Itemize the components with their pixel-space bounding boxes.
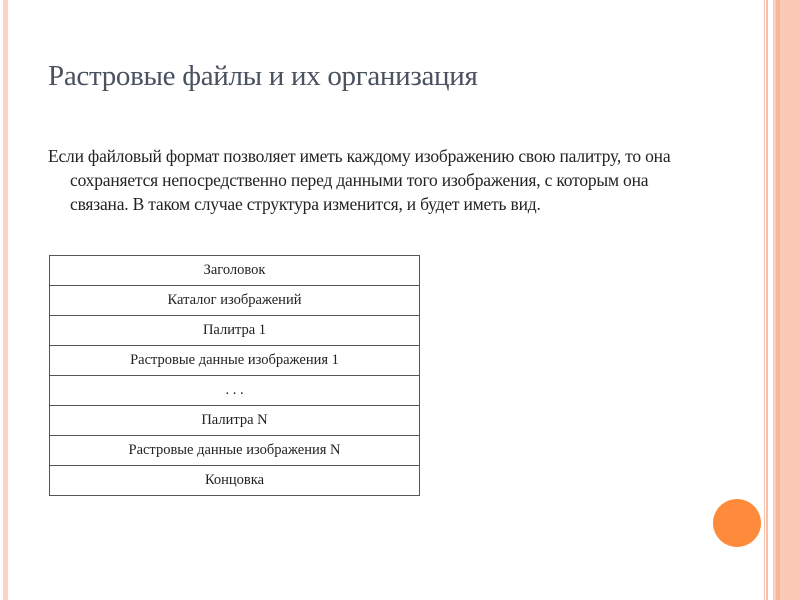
table-row: [50, 376, 420, 406]
table-row: [50, 286, 420, 316]
decorative-circle-icon: [713, 499, 761, 547]
file-structure-table: [49, 255, 420, 496]
table-cell: Растровые данные изображения N: [50, 436, 420, 466]
table-cell: Концовка: [50, 466, 420, 496]
table-row: [50, 316, 420, 346]
slide-body-text: Если файловый формат позволяет иметь каждому изображению свою палитру, то она сохраняется непосредственно перед данными того изображения, с которым она связана. В таком случае структура изменится, и будет иметь вид.: [48, 146, 671, 214]
table-row: [50, 406, 420, 436]
slide-title: Растровые файлы и их организация: [48, 60, 478, 92]
table-cell: Растровые данные изображения 1: [50, 346, 420, 376]
table-cell: Каталог изображений: [50, 286, 420, 316]
table-row: [50, 436, 420, 466]
table-cell: Палитра N: [50, 406, 420, 436]
table-cell: Палитра 1: [50, 316, 420, 346]
table-cell: Заголовок: [50, 256, 420, 286]
table-row: [50, 346, 420, 376]
table-cell: . . .: [50, 376, 420, 406]
table-row: [50, 466, 420, 496]
table-row: [50, 256, 420, 286]
